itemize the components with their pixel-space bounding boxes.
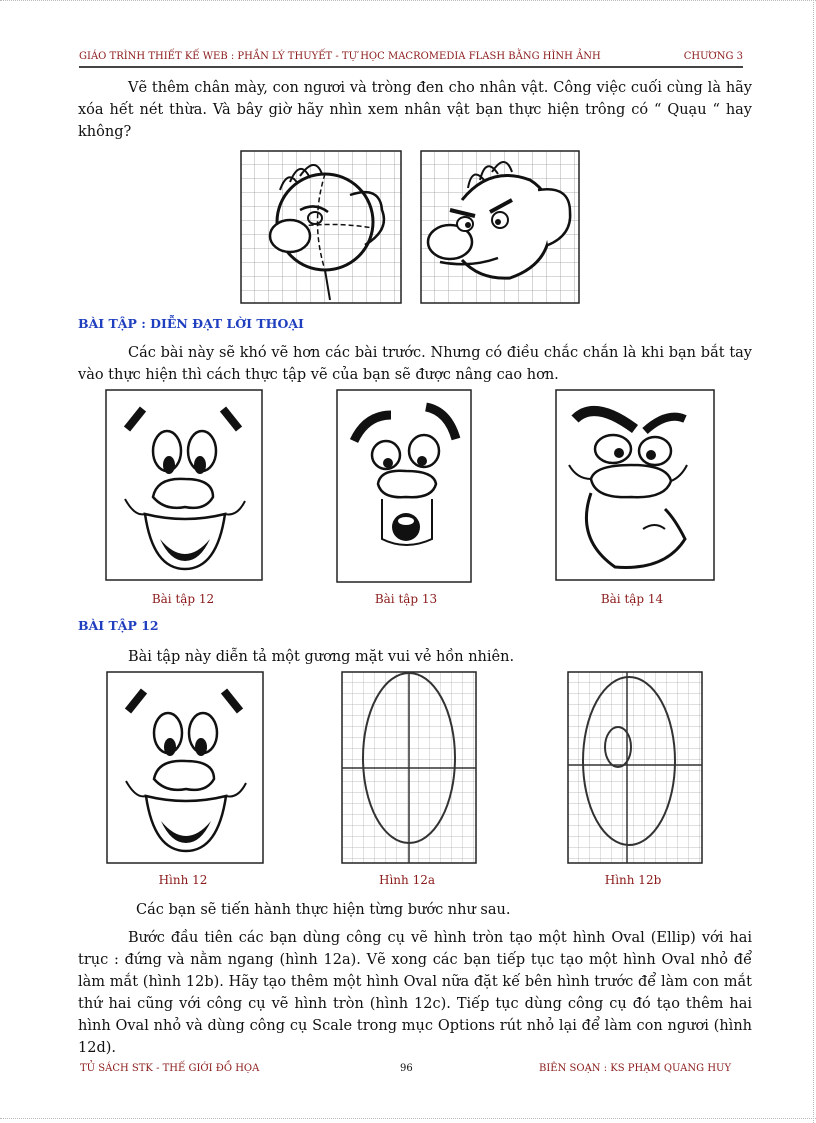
intro-paragraph: Vẽ thêm chân mày, con ngươi và tròng đen cho nhân vật. Công việc cuối cùng là hãy xóa hết nét thừa. Và bây giờ hãy nhìn xem nhân vật bạn thực hiện trông có “ Quạu “ hay không? bbox=[78, 80, 752, 140]
figure-hinh-12a bbox=[341, 671, 477, 864]
section1-paragraph: Các bài này sẽ khó vẽ hơn các bài trước. Nhưng có điều chắc chắn là khi bạn bắt tay vào thực hiện thì cách thực tập vẽ của bạn sẽ được nâng cao hơn. bbox=[78, 345, 752, 383]
figure-grumpy-final bbox=[420, 150, 580, 304]
figure-exercise-12 bbox=[105, 389, 263, 581]
caption-exercise-12: Bài tập 12 bbox=[151, 592, 215, 606]
section1-heading: BÀI TẬP : DIỄN ĐẠT LỜI THOẠI bbox=[78, 316, 304, 331]
caption-hinh-12a: Hình 12a bbox=[379, 873, 435, 887]
header-chapter: CHƯƠNG 3 bbox=[683, 51, 743, 62]
caption-exercise-13: Bài tập 13 bbox=[374, 592, 438, 606]
footer-right: BIÊN SOẠN : KS PHẠM QUANG HUY bbox=[539, 1063, 732, 1074]
figure-grumpy-construction bbox=[240, 150, 402, 304]
page-header bbox=[79, 51, 743, 65]
page-border-bottom bbox=[0, 1118, 816, 1119]
page-border-right bbox=[813, 0, 814, 1123]
steps-paragraph: Bước đầu tiên các bạn dùng công cụ vẽ hình tròn tạo một hình Oval (Ellip) với hai trục : đứng và nằm ngang (hình 12a). Vẽ xong các bạn tiếp tục tạo một hình Oval nhỏ để làm mắt (hình 12b). Hãy tạo thêm một hình Oval nữa đặt kế bên hình trước để làm con mắt thứ hai cũng với công cụ vẽ hình tròn (hình 12c). Tiếp tục dùng công cụ đó tạo thêm hai hình Oval nhỏ và dùng công cụ Scale trong mục Options rút nhỏ lại để làm con ngươi (hình 12d). bbox=[78, 930, 752, 1056]
caption-hinh-12: Hình 12 bbox=[158, 873, 208, 887]
page-border-top bbox=[0, 0, 816, 3]
steps-intro: Các bạn sẽ tiến hành thực hiện từng bước như sau. bbox=[136, 902, 511, 918]
figure-hinh-12b bbox=[567, 671, 703, 864]
caption-hinh-12b: Hình 12b bbox=[604, 873, 662, 887]
header-title: GIÁO TRÌNH THIẾT KẾ WEB : PHẦN LÝ THUYẾT - TỰ HỌC MACROMEDIA FLASH BẰNG HÌNH ẢNH bbox=[79, 51, 601, 62]
section2-heading: BÀI TẬP 12 bbox=[78, 618, 159, 633]
footer-page-number: 96 bbox=[400, 1063, 413, 1074]
figure-hinh-12 bbox=[106, 671, 264, 864]
figure-exercise-14 bbox=[555, 389, 715, 581]
section2-paragraph: Bài tập này diễn tả một gương mặt vui vẻ hồn nhiên. bbox=[128, 649, 515, 665]
footer-left: TỦ SÁCH STK - THẾ GIỚI ĐỒ HỌA bbox=[80, 1063, 260, 1074]
header-rule bbox=[79, 66, 743, 68]
figure-exercise-13 bbox=[336, 389, 472, 583]
caption-exercise-14: Bài tập 14 bbox=[600, 592, 664, 606]
